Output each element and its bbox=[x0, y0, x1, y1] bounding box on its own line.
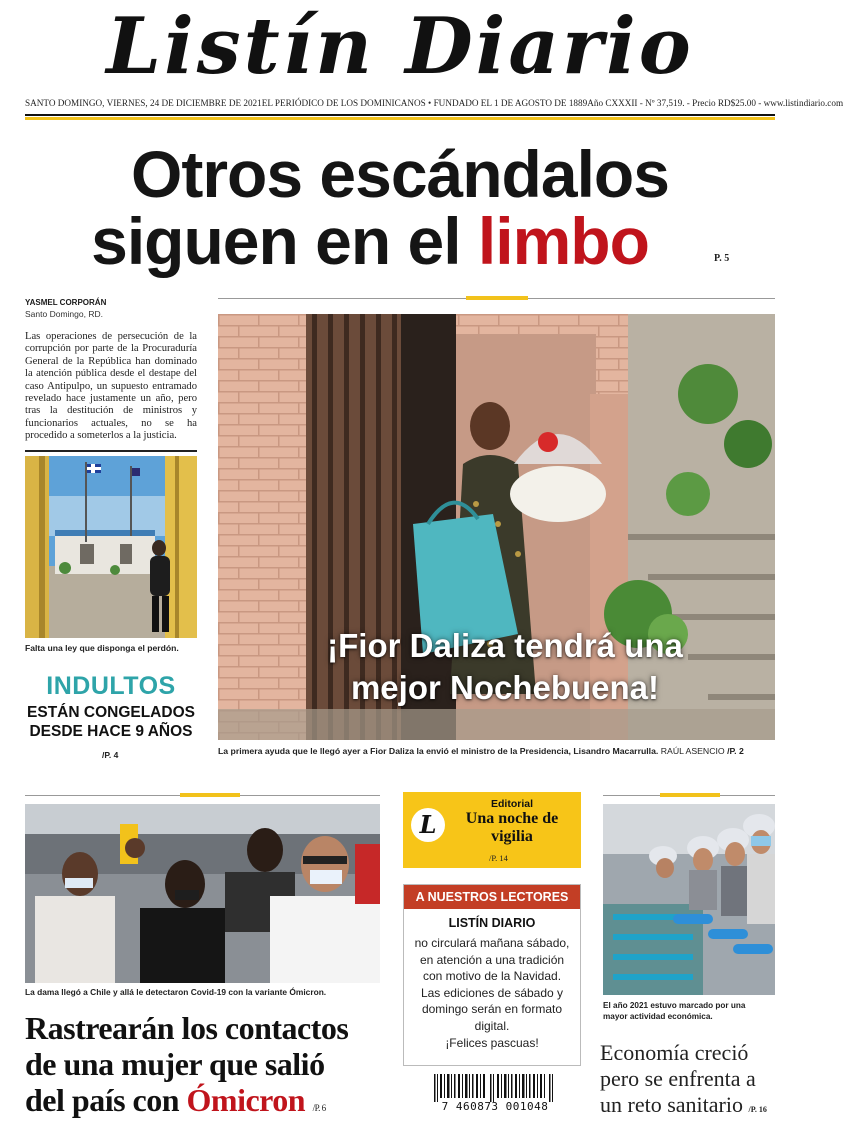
lectores-brand: LISTÍN DIARIO bbox=[448, 916, 536, 930]
editorial-label: Editorial bbox=[490, 798, 533, 810]
indultos-page-ref: /P. 4 bbox=[102, 750, 119, 760]
author-place: Santo Domingo, RD. bbox=[25, 309, 103, 319]
newspaper-title: Listín Diario bbox=[106, 1, 694, 92]
editorial-title-line1: Una noche de bbox=[465, 810, 559, 827]
main-page-ref: /P. 2 bbox=[727, 746, 744, 756]
main-caption-text: La primera ayuda que le llegó ayer a Fior Daliza la envió el ministro de la Presidencia, Lisandro Macarrulla. bbox=[218, 746, 659, 756]
economia-headline bbox=[600, 1040, 780, 1123]
overlay-line1: ¡Fior Daliza tendrá una bbox=[327, 627, 683, 664]
barcode-bars bbox=[432, 1074, 558, 1102]
editorial-title-line2: vigilia bbox=[491, 828, 533, 845]
barcode bbox=[432, 1074, 558, 1114]
lead-page-ref: P. 5 bbox=[714, 253, 730, 264]
economia-caption-line1: El año 2021 estuvo marcado por una bbox=[603, 1001, 746, 1010]
barcode-digits: 7 460873 001048 bbox=[441, 1100, 549, 1113]
omicron-photo bbox=[25, 804, 380, 983]
economia-headline-line2: pero se enfrenta a bbox=[600, 1066, 756, 1091]
author-byline: YASMEL CORPORÁN bbox=[25, 298, 107, 307]
indultos-subtitle bbox=[25, 703, 197, 741]
lectores-message bbox=[412, 935, 572, 1051]
lectores-line: ¡Felices pascuas! bbox=[445, 1035, 539, 1050]
main-photo-caption bbox=[218, 746, 778, 756]
indultos-photo bbox=[25, 456, 197, 638]
indultos-photo-caption: Falta una ley que disponga el perdón. bbox=[25, 643, 179, 653]
omicron-headline-red: Ómicron bbox=[186, 1082, 306, 1118]
economia-headline-text: un reto sanitario bbox=[600, 1092, 743, 1117]
lead-headline-text: siguen en el bbox=[91, 204, 478, 278]
economia-caption-line2: mayor actividad económica. bbox=[603, 1012, 713, 1021]
lectores-line: no circulará mañana sábado, bbox=[414, 936, 570, 950]
omicron-headline-text: del país con bbox=[25, 1082, 187, 1118]
omicron-headline bbox=[25, 1010, 385, 1126]
edition-text: Año CXXXII - Nº 37,519. - Precio RD$25.00 - www.listindiario.com bbox=[587, 98, 843, 108]
column-rule bbox=[25, 450, 197, 452]
editorial-box bbox=[403, 792, 581, 868]
economia-headline-line1: Economía creció bbox=[600, 1040, 749, 1065]
economia-page-ref: /P. 16 bbox=[748, 1105, 767, 1114]
editorial-title bbox=[447, 810, 577, 846]
economia-photo bbox=[603, 804, 775, 995]
lectores-line: en atención a una tradición bbox=[419, 952, 565, 967]
lectores-line: digital. bbox=[474, 1018, 510, 1033]
indultos-subtitle-line2: DESDE HACE 9 AÑOS bbox=[29, 723, 193, 740]
date-text: SANTO DOMINGO, VIERNES, 24 DE DICIEMBRE DE 2021 bbox=[25, 98, 262, 108]
main-photo-accent bbox=[466, 296, 528, 300]
lectores-line: con motivo de la Navidad. bbox=[422, 969, 562, 984]
photo-credit: RAÚL ASENCIO bbox=[660, 746, 725, 756]
tagline-text: EL PERIÓDICO DE LOS DOMINICANOS • FUNDADO EL 1 DE AGOSTO DE 1889 bbox=[261, 98, 588, 108]
editorial-logo-icon: L bbox=[411, 808, 445, 842]
economia-accent bbox=[660, 793, 720, 797]
editorial-page-ref: /P. 14 bbox=[489, 853, 508, 863]
omicron-headline-line2: de una mujer que salió bbox=[25, 1046, 325, 1082]
lectores-line: domingo serán en formato bbox=[421, 1002, 563, 1017]
lead-headline-line1: Otros escándalos bbox=[131, 137, 669, 211]
lectores-header: A NUESTROS LECTORES bbox=[404, 885, 580, 909]
lectores-line: Las ediciones de sábado y bbox=[420, 985, 564, 1000]
lead-body-text: Las operaciones de persecución de la corrupción por parte de la Procuraduría General de la República han dominado la atención pública desde el destape del caso Antipulpo, un supuesto entramado revelado hace justamente un año, pero tras la destitución de ministros y funcionarios actuales, no se ha procedido a someterlos a la justicia. bbox=[25, 331, 197, 442]
omicron-page-ref: /P. 6 bbox=[312, 1103, 326, 1113]
omicron-headline-line3 bbox=[25, 1082, 385, 1126]
lead-headline-red: limbo bbox=[477, 204, 649, 278]
airport-crowd-image bbox=[25, 804, 380, 983]
masthead-accent-rule bbox=[25, 117, 775, 120]
indultos-title: INDULTOS bbox=[46, 672, 176, 700]
omicron-headline-line1: Rastrearán los contactos bbox=[25, 1010, 349, 1046]
economia-headline-line3 bbox=[600, 1092, 780, 1123]
main-photo-overlay bbox=[270, 625, 740, 709]
lead-headline-line2 bbox=[25, 204, 715, 278]
omicron-photo-caption: La dama llegó a Chile y allá le detectaron Covid-19 con la variante Ómicron. bbox=[25, 987, 327, 997]
dateline bbox=[25, 98, 843, 112]
lectores-box bbox=[403, 884, 581, 1066]
prison-gate-image bbox=[25, 456, 197, 638]
overlay-line2: mejor Nochebuena! bbox=[350, 669, 660, 706]
omicron-accent bbox=[180, 793, 240, 797]
economia-photo-caption bbox=[603, 1000, 778, 1022]
factory-workers-image bbox=[603, 804, 775, 995]
masthead-rule bbox=[25, 114, 775, 116]
indultos-subtitle-line1: ESTÁN CONGELADOS bbox=[27, 704, 195, 721]
